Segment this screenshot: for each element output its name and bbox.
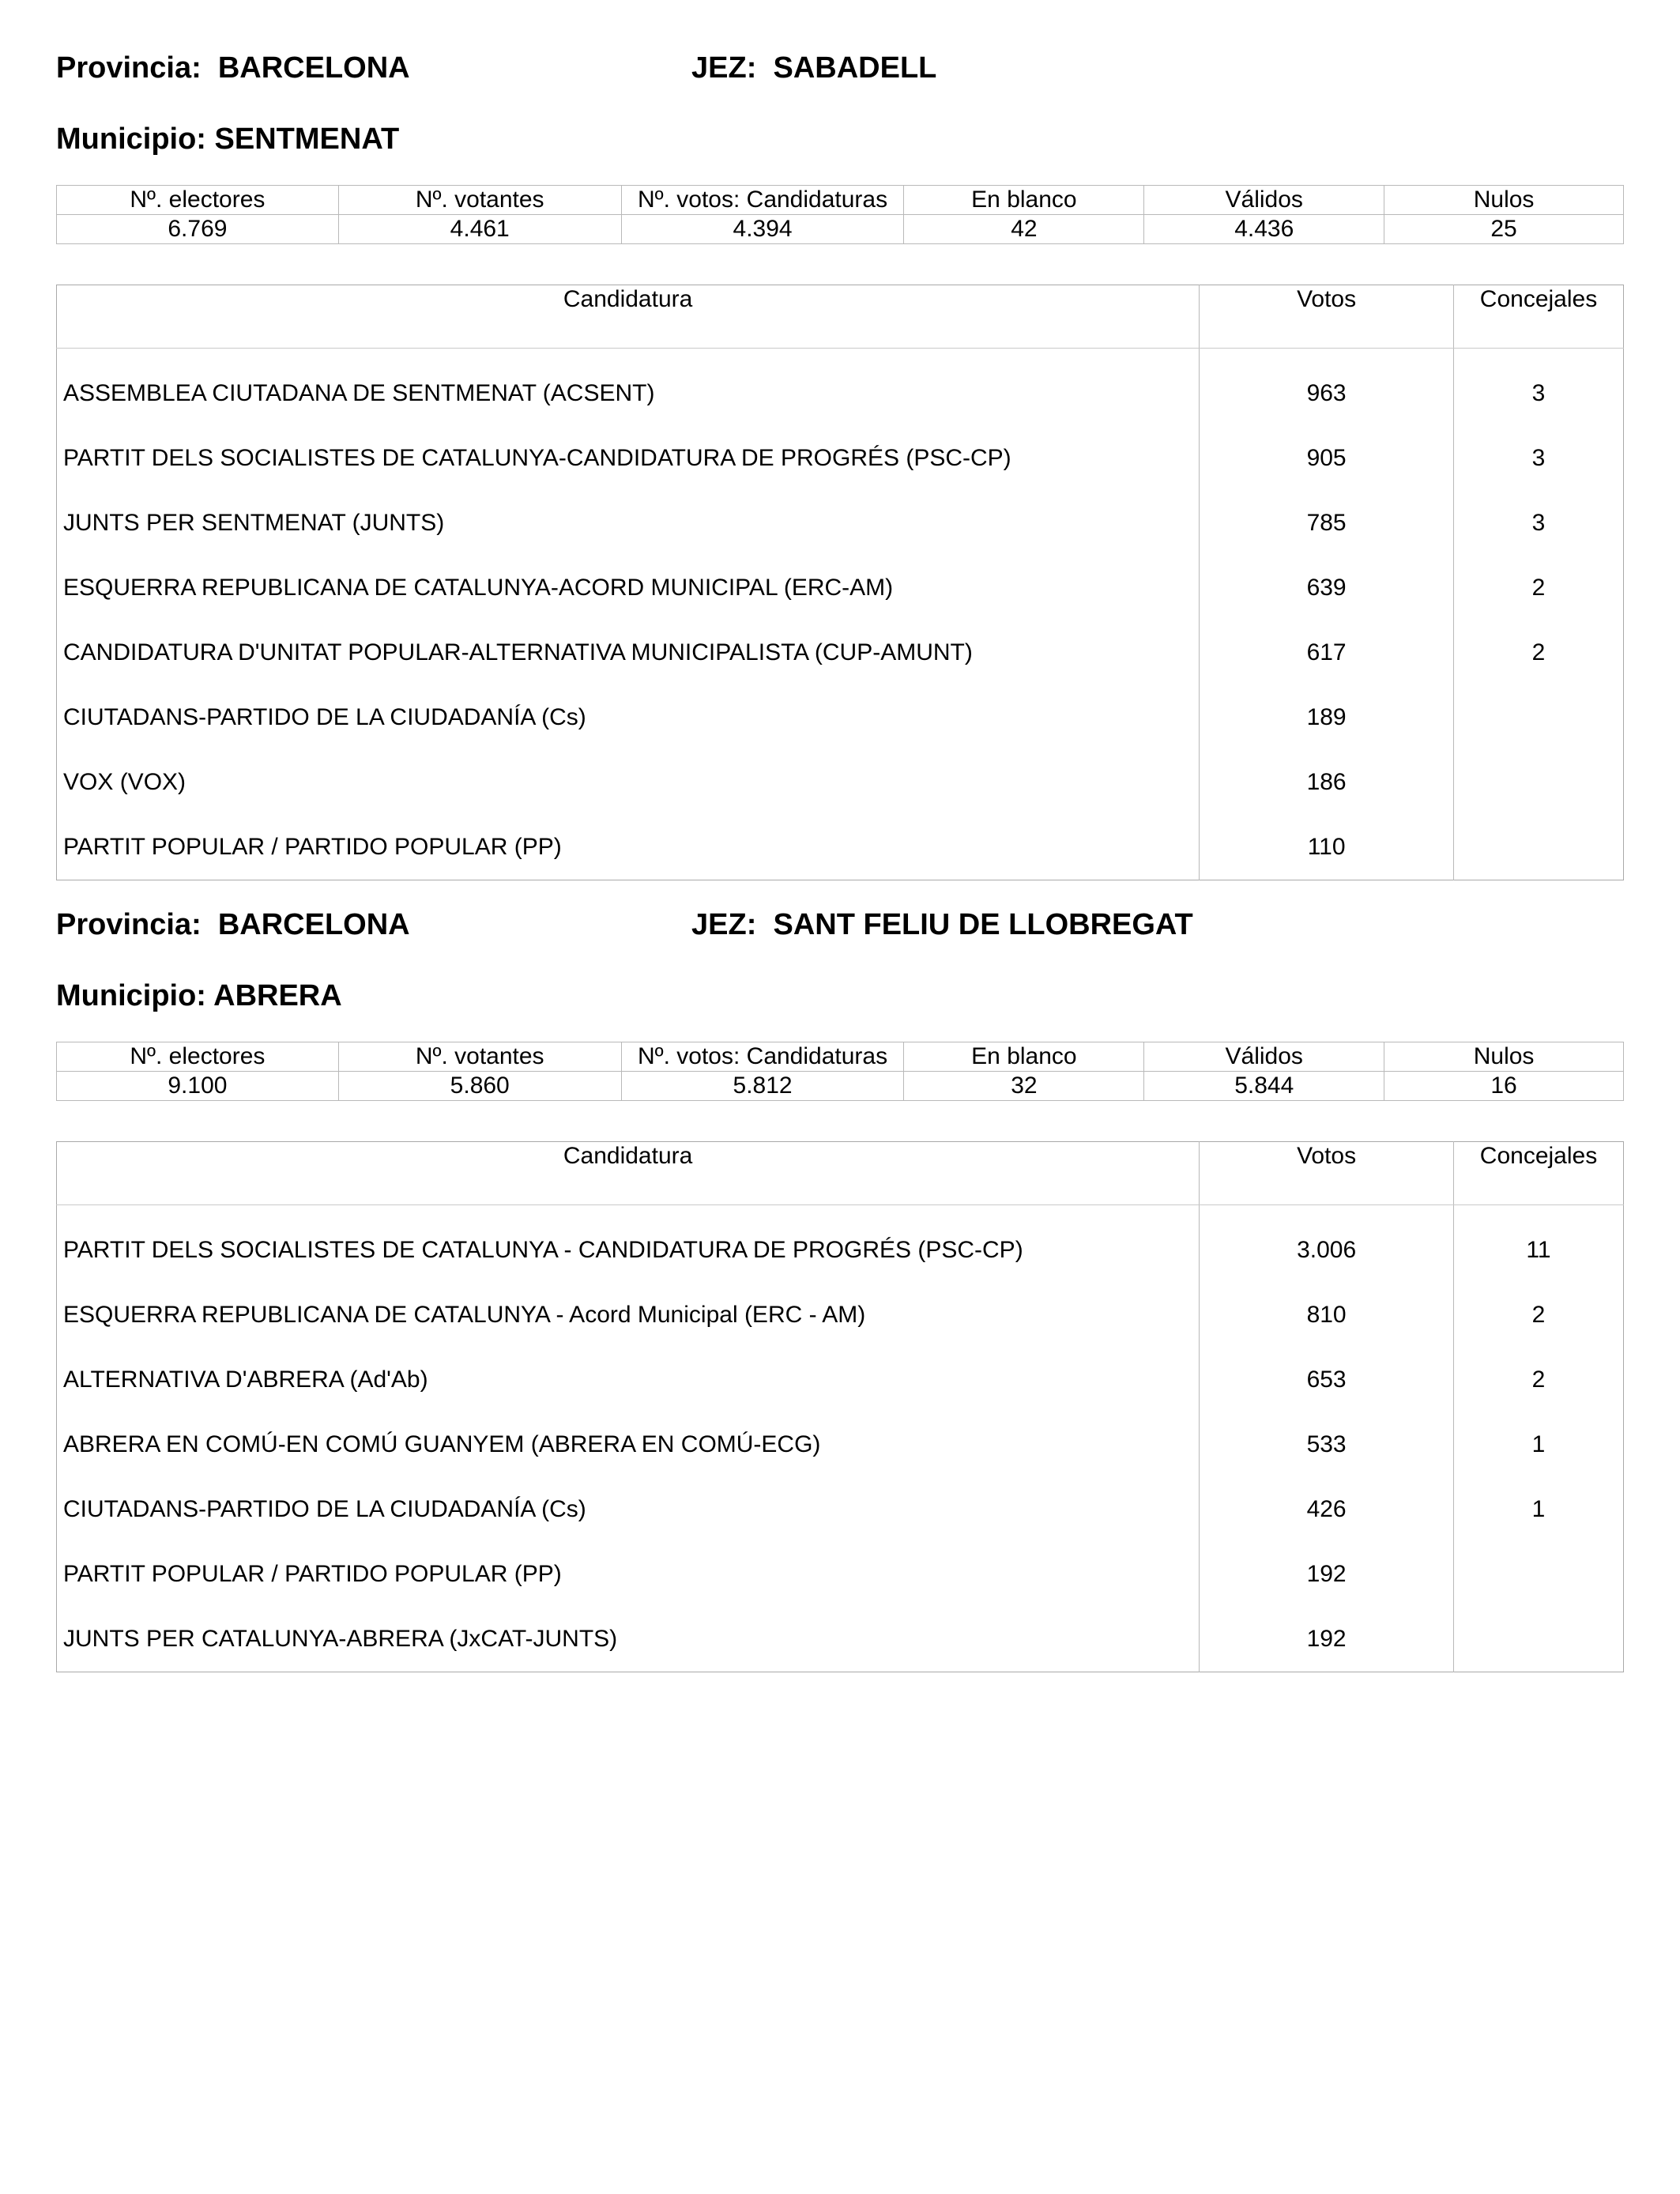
summary-value-cell: 4.436 (1144, 215, 1384, 244)
concejales-header: Concejales (1454, 285, 1624, 349)
candidatura-header: Candidatura (57, 1142, 1200, 1205)
summary-header-cell: Nº. votantes (338, 186, 621, 215)
provincia-heading (56, 908, 410, 942)
table-row (57, 491, 1624, 556)
summary-header-cell: Nulos (1384, 186, 1624, 215)
candidatura-header: Candidatura (57, 285, 1200, 349)
summary-value-cell: 6.769 (57, 215, 339, 244)
municipio-heading (56, 979, 342, 1013)
summary-value-row (57, 215, 1624, 244)
concejales-cell (1454, 750, 1624, 815)
candidatura-cell: JUNTS PER CATALUNYA-ABRERA (JxCAT-JUNTS) (57, 1607, 1200, 1672)
provincia-value: BARCELONA (217, 908, 410, 941)
table-row (57, 1542, 1624, 1607)
jez-value: SABADELL (773, 51, 937, 85)
votos-cell: 192 (1200, 1607, 1454, 1672)
jez-heading (691, 908, 1193, 942)
table-row (57, 685, 1624, 750)
summary-header-cell: En blanco (904, 1042, 1144, 1072)
votos-header: Votos (1200, 1142, 1454, 1205)
concejales-cell: 1 (1531, 1431, 1546, 1457)
candidatura-cell: PARTIT DELS SOCIALISTES DE CATALUNYA-CANDIDATURA DE PROGRÉS (PSC-CP) (57, 426, 1200, 491)
summary-value-cell: 16 (1384, 1072, 1624, 1101)
summary-header-cell: Nº. electores (57, 1042, 339, 1072)
table-row (57, 1477, 1624, 1542)
concejales-header: Concejales (1454, 1142, 1624, 1205)
concejales-cell: 2 (1531, 1302, 1546, 1328)
summary-value-cell: 5.860 (338, 1072, 621, 1101)
summary-header-cell: Nº. electores (57, 186, 339, 215)
provincia-value: BARCELONA (217, 51, 410, 85)
votos-cell: 905 (1200, 426, 1454, 491)
summary-value-cell: 4.394 (621, 215, 904, 244)
votos-cell: 617 (1200, 620, 1454, 685)
candidatura-cell: CIUTADANS-PARTIDO DE LA CIUDADANÍA (Cs) (57, 1477, 1200, 1542)
summary-table (56, 1042, 1624, 1101)
table-row (57, 815, 1624, 880)
concejales-cell: 2 (1531, 575, 1546, 601)
summary-value-cell: 42 (904, 215, 1144, 244)
candidatura-cell: PARTIT DELS SOCIALISTES DE CATALUNYA - CANDIDATURA DE PROGRÉS (PSC-CP) (57, 1205, 1200, 1284)
table-row (57, 1348, 1624, 1412)
summary-header-cell: Nº. votos: Candidaturas (621, 1042, 904, 1072)
candidatura-cell: VOX (VOX) (57, 750, 1200, 815)
summary-value-cell: 5.812 (621, 1072, 904, 1101)
candidatura-cell: CIUTADANS-PARTIDO DE LA CIUDADANÍA (Cs) (57, 685, 1200, 750)
candidatura-cell: JUNTS PER SENTMENAT (JUNTS) (57, 491, 1200, 556)
table-row (57, 556, 1624, 620)
summary-header-cell: Nº. votantes (338, 1042, 621, 1072)
municipio-heading (56, 123, 399, 156)
concejales-cell (1454, 685, 1624, 750)
summary-header-row (57, 186, 1624, 215)
candidatura-cell: CANDIDATURA D'UNITAT POPULAR-ALTERNATIVA MUNICIPALISTA (CUP-AMUNT) (57, 620, 1200, 685)
concejales-cell (1454, 1542, 1624, 1607)
votos-cell: 426 (1200, 1477, 1454, 1542)
table-row (57, 620, 1624, 685)
votos-cell: 785 (1200, 491, 1454, 556)
candidatura-cell: ESQUERRA REPUBLICANA DE CATALUNYA-ACORD MUNICIPAL (ERC-AM) (57, 556, 1200, 620)
summary-value-cell: 32 (904, 1072, 1144, 1101)
concejales-cell (1454, 1607, 1624, 1672)
municipio-value: SENTMENAT (214, 123, 400, 156)
candidatura-cell: ABRERA EN COMÚ-EN COMÚ GUANYEM (ABRERA EN COMÚ-ECG) (57, 1412, 1200, 1477)
candidatura-cell: ASSEMBLEA CIUTADANA DE SENTMENAT (ACSENT) (57, 349, 1200, 427)
votos-cell: 639 (1200, 556, 1454, 620)
votos-cell: 653 (1200, 1348, 1454, 1412)
votos-cell: 192 (1200, 1542, 1454, 1607)
summary-value-cell: 4.461 (338, 215, 621, 244)
concejales-cell (1454, 815, 1624, 880)
candidatura-cell: PARTIT POPULAR / PARTIDO POPULAR (PP) (57, 1542, 1200, 1607)
table-row (57, 1205, 1624, 1284)
summary-header-cell: Válidos (1144, 186, 1384, 215)
votos-cell: 186 (1200, 750, 1454, 815)
summary-value-cell: 25 (1384, 215, 1624, 244)
votos-cell: 810 (1200, 1283, 1454, 1348)
municipio-label: Municipio: (56, 979, 206, 1012)
candidates-table (56, 285, 1624, 880)
municipio-label: Municipio: (56, 123, 206, 156)
table-row (57, 1412, 1624, 1477)
provincia-label: Provincia: (56, 51, 202, 85)
candidates-header-row (57, 1142, 1624, 1205)
summary-value-row (57, 1072, 1624, 1101)
votos-cell: 533 (1200, 1412, 1454, 1477)
concejales-cell: 3 (1531, 445, 1546, 471)
table-row (57, 426, 1624, 491)
summary-table (56, 185, 1624, 244)
concejales-cell: 3 (1531, 380, 1546, 406)
table-row (57, 1283, 1624, 1348)
municipio-value: ABRERA (213, 979, 342, 1012)
jez-heading (691, 51, 936, 85)
candidatura-cell: PARTIT POPULAR / PARTIDO POPULAR (PP) (57, 815, 1200, 880)
votos-cell: 3.006 (1200, 1205, 1454, 1284)
summary-header-row (57, 1042, 1624, 1072)
votos-cell: 110 (1200, 815, 1454, 880)
summary-header-cell: Nº. votos: Candidaturas (621, 186, 904, 215)
candidatura-cell: ESQUERRA REPUBLICANA DE CATALUNYA - Acord Municipal (ERC - AM) (57, 1283, 1200, 1348)
provincia-label: Provincia: (56, 908, 202, 941)
table-row (57, 1607, 1624, 1672)
concejales-cell: 11 (1526, 1237, 1551, 1263)
summary-header-cell: En blanco (904, 186, 1144, 215)
concejales-cell: 1 (1531, 1496, 1546, 1522)
concejales-cell: 2 (1531, 1367, 1546, 1393)
votos-cell: 189 (1200, 685, 1454, 750)
candidatura-cell: ALTERNATIVA D'ABRERA (Ad'Ab) (57, 1348, 1200, 1412)
table-row (57, 349, 1624, 427)
candidates-table (56, 1141, 1624, 1672)
jez-value: SANT FELIU DE LLOBREGAT (773, 908, 1193, 941)
provincia-heading (56, 51, 410, 85)
votos-header: Votos (1200, 285, 1454, 349)
summary-header-cell: Nulos (1384, 1042, 1624, 1072)
summary-value-cell: 5.844 (1144, 1072, 1384, 1101)
concejales-cell: 3 (1531, 510, 1546, 536)
table-row (57, 750, 1624, 815)
concejales-cell: 2 (1531, 639, 1546, 665)
jez-label: JEZ: (691, 908, 757, 941)
summary-value-cell: 9.100 (57, 1072, 339, 1101)
summary-header-cell: Válidos (1144, 1042, 1384, 1072)
votos-cell: 963 (1200, 349, 1454, 427)
jez-label: JEZ: (691, 51, 757, 85)
candidates-header-row (57, 285, 1624, 349)
